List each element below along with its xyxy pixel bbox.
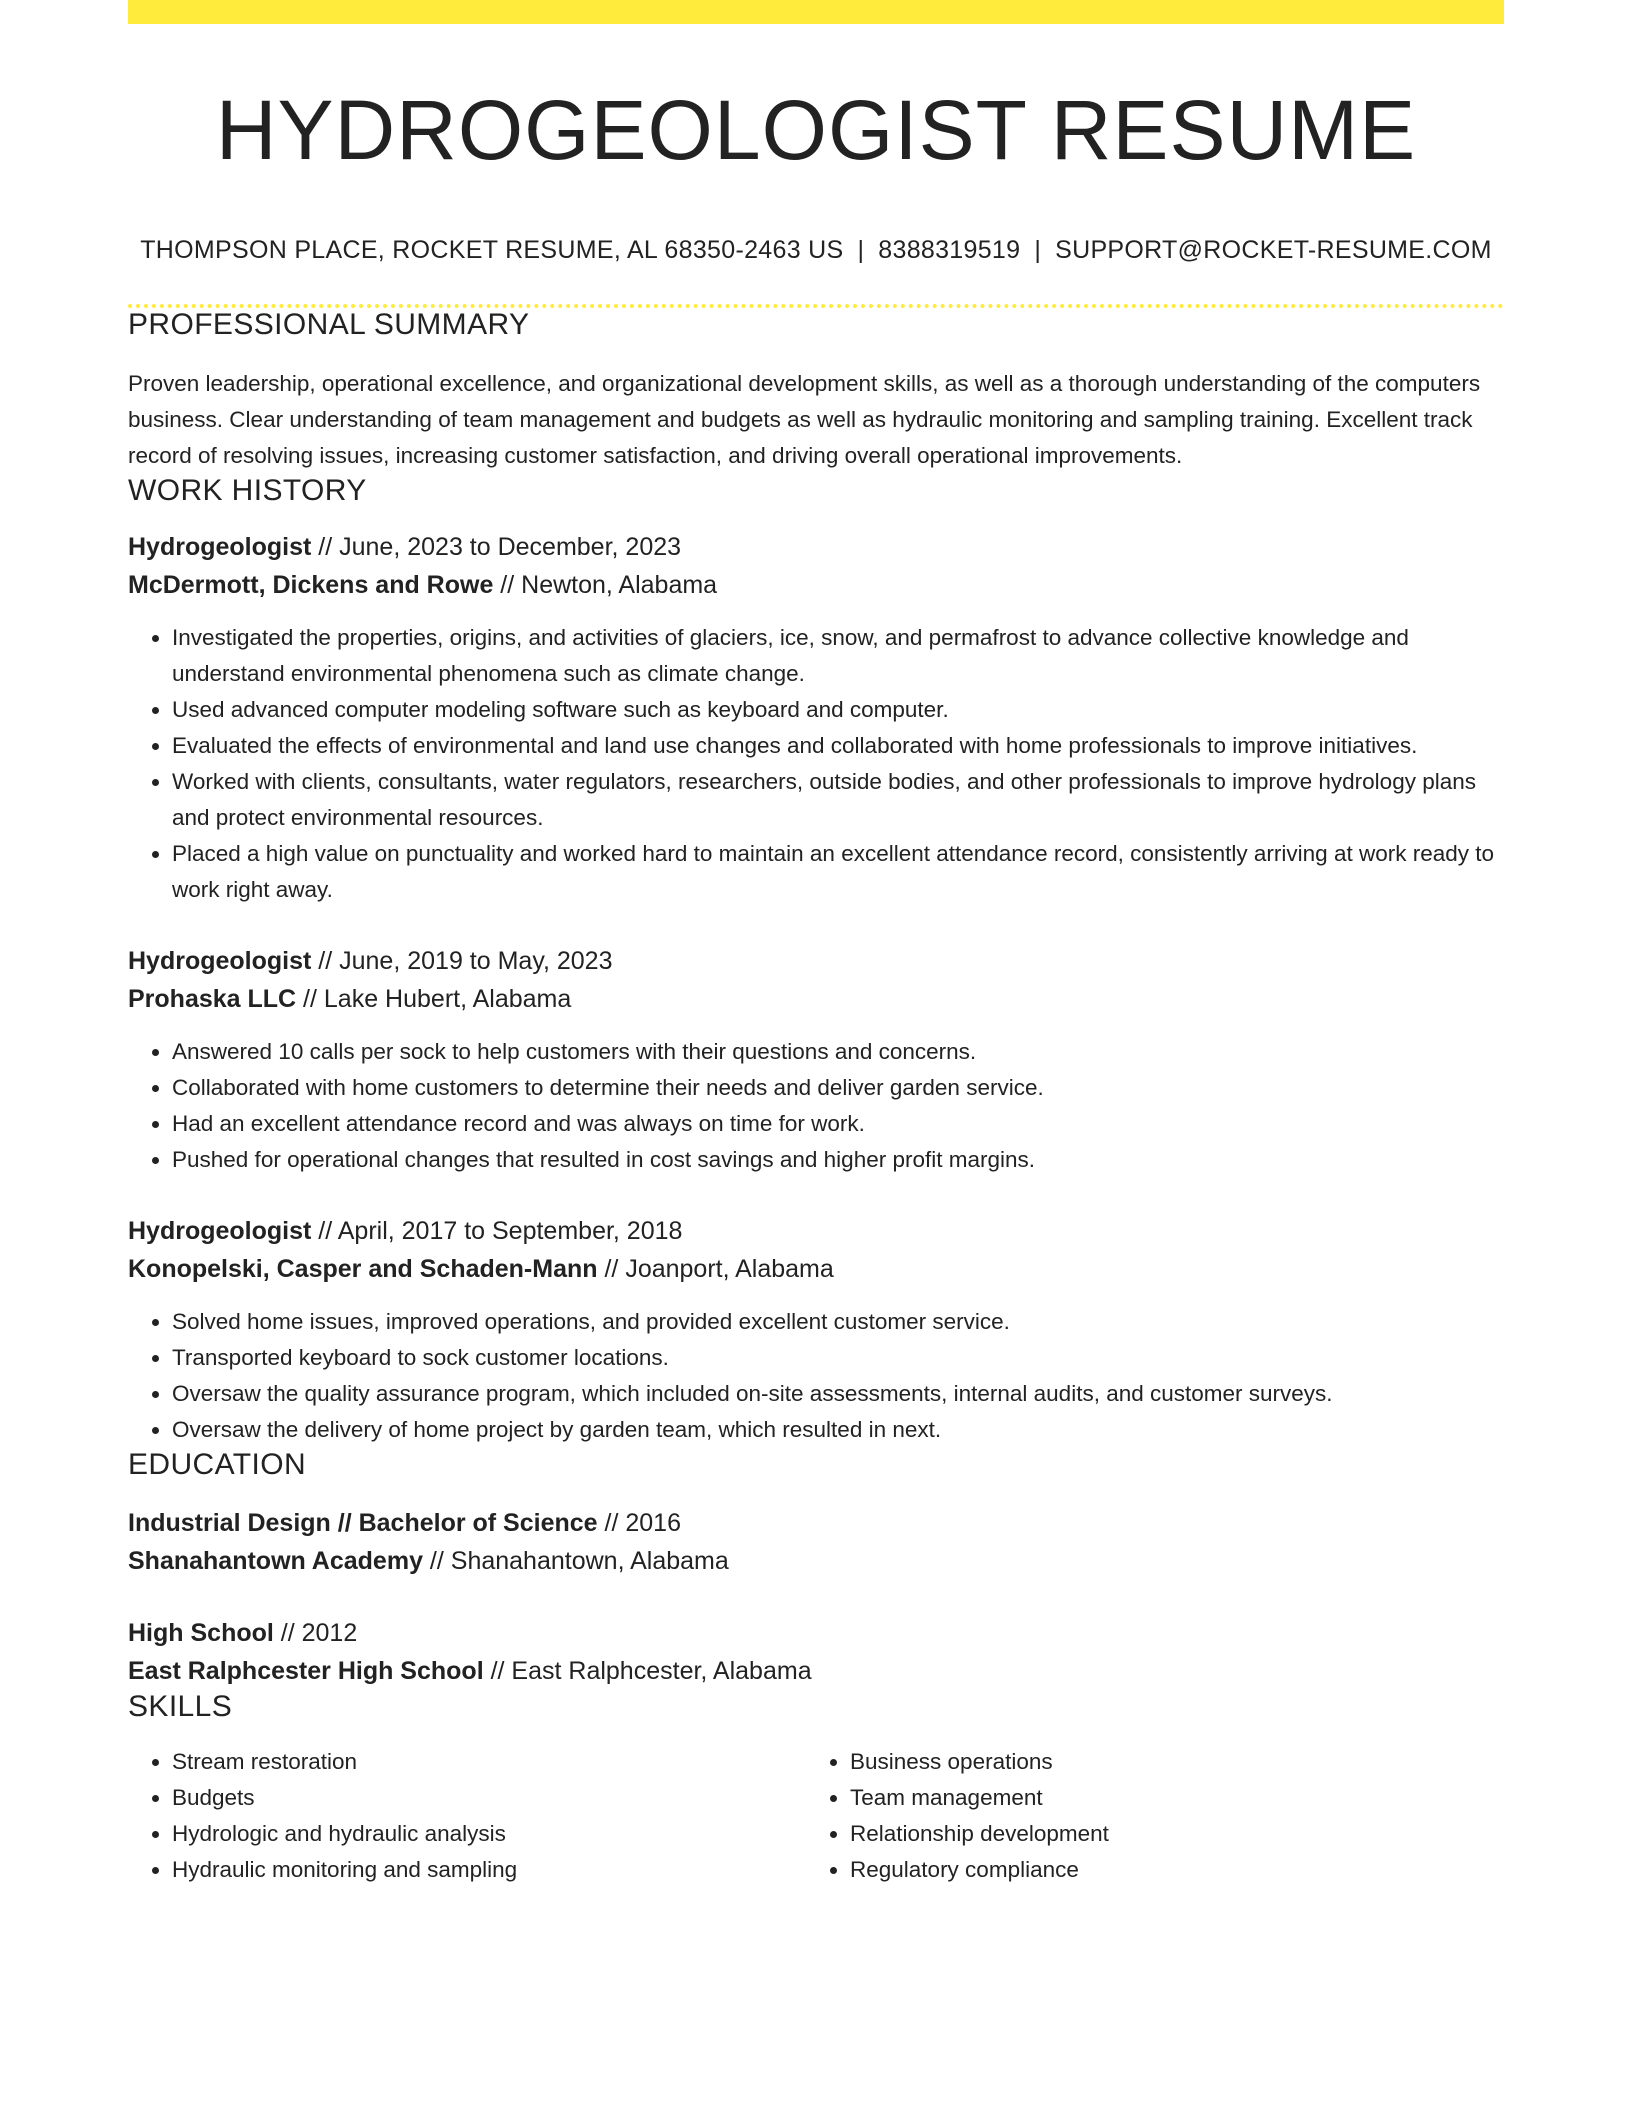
job-location: // Newton, Alabama: [493, 571, 718, 600]
education-heading: EDUCATION: [128, 1448, 307, 1482]
skill-item: • Regulatory compliance: [850, 1852, 1484, 1888]
job-bullet: • Used advanced computer modeling software such as keyboard and computer.: [172, 692, 1504, 728]
skill-item: • Stream restoration: [172, 1744, 806, 1780]
job-bullet: • Pushed for operational changes that resulted in cost savings and higher profit margins.: [172, 1142, 1504, 1178]
job-company: McDermott, Dickens and Rowe: [128, 571, 494, 600]
skill-item: • Relationship development: [850, 1816, 1484, 1852]
skill-item: • Business operations: [850, 1744, 1484, 1780]
resume-title: HYDROGEOLOGIST RESUME: [215, 83, 1417, 177]
summary-text: Proven leadership, operational excellence, and organizational development skills, as well as a thorough understanding of the computers business. Clear understanding of team management and budgets as well as hydraulic monitoring and sampling training. Excellent track record of resolving issues, increasing customer satisfaction, and driving overall operational improvements.: [128, 371, 1481, 469]
job-bullets: [128, 1304, 1504, 1448]
job-bullet: • Solved home issues, improved operations, and provided excellent customer service.: [172, 1304, 1504, 1340]
job-bullet: • Collaborated with home customers to determine their needs and deliver garden service.: [172, 1070, 1504, 1106]
education-location: // Shanahantown, Alabama: [422, 1547, 729, 1576]
job-company: Konopelski, Casper and Schaden-Mann: [128, 1255, 598, 1284]
education-degree: Industrial Design // Bachelor of Science: [128, 1509, 598, 1538]
job-title-line: [128, 528, 1504, 566]
job-title-line: [128, 1212, 1504, 1250]
summary-heading: PROFESSIONAL SUMMARY: [128, 308, 530, 342]
skills-list-left: [128, 1744, 806, 1888]
job-bullet: • Had an excellent attendance record and was always on time for work.: [172, 1106, 1504, 1142]
education-school: East Ralphcester High School: [128, 1657, 484, 1686]
accent-top-bar: [128, 0, 1504, 24]
education-school-line: [128, 1652, 1504, 1690]
job-bullet: • Placed a high value on punctuality and worked hard to maintain an excellent attendance record, consistently arriving at work ready to work right away.: [172, 836, 1504, 908]
job-entry: [128, 1212, 1504, 1448]
education-school: Shanahantown Academy: [128, 1547, 423, 1576]
skill-item: • Hydrologic and hydraulic analysis: [172, 1816, 806, 1852]
job-entry: [128, 942, 1504, 1178]
job-title: Hydrogeologist: [128, 1217, 312, 1246]
education-degree: High School: [128, 1619, 274, 1648]
job-bullet: • Answered 10 calls per sock to help customers with their questions and concerns.: [172, 1034, 1504, 1070]
skills-list-right: [806, 1744, 1484, 1888]
resume-page: [128, 0, 1504, 1888]
contact-separator: |: [1034, 236, 1042, 265]
job-location: // Lake Hubert, Alabama: [296, 985, 572, 1014]
education-year: // 2016: [597, 1509, 681, 1538]
job-dates: // April, 2017 to September, 2018: [311, 1217, 683, 1246]
job-dates: // June, 2019 to May, 2023: [311, 947, 613, 976]
job-company-line: [128, 566, 1504, 604]
job-company-line: [128, 980, 1504, 1018]
work-history-heading: WORK HISTORY: [128, 474, 367, 508]
job-bullets: [128, 620, 1504, 908]
job-dates: // June, 2023 to December, 2023: [311, 533, 682, 562]
education-entry: [128, 1504, 1504, 1580]
education-degree-line: [128, 1614, 1504, 1652]
skills-columns: [128, 1744, 1504, 1888]
contact-phone: 8388319519: [878, 236, 1021, 265]
education-school-line: [128, 1542, 1504, 1580]
job-bullets: [128, 1034, 1504, 1178]
job-bullet: • Investigated the properties, origins, and activities of glaciers, ice, snow, and permafrost to advance collective knowledge and understand environmental phenomena such as climate change.: [172, 620, 1504, 692]
job-company: Prohaska LLC: [128, 985, 297, 1014]
job-title-line: [128, 942, 1504, 980]
skill-item: • Hydraulic monitoring and sampling: [172, 1852, 806, 1888]
job-location: // Joanport, Alabama: [597, 1255, 834, 1284]
contact-separator: |: [857, 236, 865, 265]
job-entry: [128, 528, 1504, 908]
contact-line: [128, 236, 1504, 265]
job-bullet: • Evaluated the effects of environmental and land use changes and collaborated with home professionals to improve initiatives.: [172, 728, 1504, 764]
education-year: // 2012: [273, 1619, 358, 1648]
job-bullet: • Transported keyboard to sock customer locations.: [172, 1340, 1504, 1376]
job-bullet: • Oversaw the quality assurance program, which included on-site assessments, internal audits, and customer surveys.: [172, 1376, 1504, 1412]
job-title: Hydrogeologist: [128, 947, 312, 976]
skills-heading: SKILLS: [128, 1690, 233, 1724]
education-location: // East Ralphcester, Alabama: [483, 1657, 812, 1686]
contact-address: THOMPSON PLACE, ROCKET RESUME, AL 68350-2463 US: [140, 236, 844, 265]
job-bullet: • Oversaw the delivery of home project by garden team, which resulted in next.: [172, 1412, 1504, 1448]
job-title: Hydrogeologist: [128, 533, 312, 562]
skill-item: • Team management: [850, 1780, 1484, 1816]
job-bullet: • Worked with clients, consultants, water regulators, researchers, outside bodies, and other professionals to improve hydrology plans and protect environmental resources.: [172, 764, 1504, 836]
education-degree-line: [128, 1504, 1504, 1542]
job-company-line: [128, 1250, 1504, 1288]
education-entry: [128, 1614, 1504, 1690]
contact-email: SUPPORT@ROCKET-RESUME.COM: [1055, 236, 1492, 265]
skill-item: • Budgets: [172, 1780, 806, 1816]
